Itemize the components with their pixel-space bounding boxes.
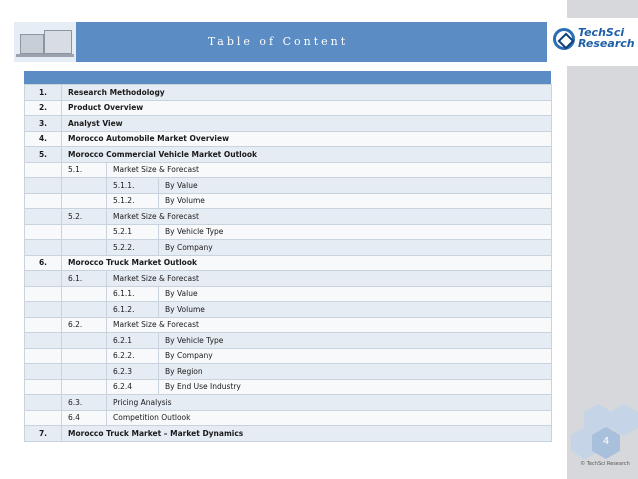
toc-title: Morocco Truck Market – Market Dynamics bbox=[62, 426, 552, 442]
toc-indent-cell bbox=[25, 162, 62, 178]
toc-number: 6.3. bbox=[62, 395, 107, 411]
toc-number: 5.2. bbox=[62, 209, 107, 225]
toc-indent-cell bbox=[25, 348, 62, 364]
toc-indent-cell bbox=[62, 193, 107, 209]
toc-row bbox=[25, 302, 552, 318]
toc-number: 6.2.2. bbox=[107, 348, 159, 364]
toc-title: Market Size & Forecast bbox=[107, 317, 552, 333]
toc-title: Market Size & Forecast bbox=[107, 162, 552, 178]
toc-row bbox=[25, 379, 552, 395]
toc-row bbox=[25, 224, 552, 240]
toc-indent-cell bbox=[25, 364, 62, 380]
toc-number: 5.1.1. bbox=[107, 178, 159, 194]
toc-row bbox=[25, 147, 552, 163]
toc-row bbox=[25, 193, 552, 209]
toc-indent-cell bbox=[25, 193, 62, 209]
toc-row bbox=[25, 364, 552, 380]
toc-title: Competition Outlook bbox=[107, 410, 552, 426]
toc-row bbox=[25, 255, 552, 271]
toc-indent-cell bbox=[62, 348, 107, 364]
toc-indent-cell bbox=[62, 240, 107, 256]
toc-number: 6.2.3 bbox=[107, 364, 159, 380]
toc-title: Morocco Truck Market Outlook bbox=[62, 255, 552, 271]
toc-title: By Value bbox=[159, 178, 552, 194]
toc-number: 5.2.2. bbox=[107, 240, 159, 256]
toc-number: 5.1.2. bbox=[107, 193, 159, 209]
truck-thumbnail-image bbox=[14, 22, 76, 62]
toc-title: Market Size & Forecast bbox=[107, 209, 552, 225]
toc-number: 3. bbox=[25, 116, 62, 132]
toc-indent-cell bbox=[62, 286, 107, 302]
toc-number: 6.1.1. bbox=[107, 286, 159, 302]
toc-title: Research Methodology bbox=[62, 85, 552, 101]
toc-indent-cell bbox=[25, 286, 62, 302]
toc-row bbox=[25, 209, 552, 225]
toc-indent-cell bbox=[25, 240, 62, 256]
toc-title: By Volume bbox=[159, 302, 552, 318]
toc-row bbox=[25, 426, 552, 442]
techsci-logo-icon bbox=[553, 28, 575, 50]
toc-title: By Value bbox=[159, 286, 552, 302]
table-of-contents bbox=[24, 84, 552, 442]
toc-row bbox=[25, 395, 552, 411]
toc-number: 6. bbox=[25, 255, 62, 271]
toc-number: 6.4 bbox=[62, 410, 107, 426]
toc-number: 6.2. bbox=[62, 317, 107, 333]
toc-indent-cell bbox=[25, 224, 62, 240]
toc-indent-cell bbox=[62, 224, 107, 240]
toc-title: Morocco Commercial Vehicle Market Outlook bbox=[62, 147, 552, 163]
toc-title: Product Overview bbox=[62, 100, 552, 116]
toc-number: 6.2.1 bbox=[107, 333, 159, 349]
toc-row bbox=[25, 131, 552, 147]
toc-row bbox=[25, 286, 552, 302]
toc-indent-cell bbox=[62, 178, 107, 194]
toc-number: 5.1. bbox=[62, 162, 107, 178]
truck-shape bbox=[20, 34, 44, 54]
toc-indent-cell bbox=[25, 302, 62, 318]
toc-row bbox=[25, 271, 552, 287]
toc-indent-cell bbox=[25, 395, 62, 411]
toc-number: 4. bbox=[25, 131, 62, 147]
logo-line-2: Research bbox=[578, 37, 635, 50]
toc-number: 2. bbox=[25, 100, 62, 116]
toc-title: By Vehicle Type bbox=[159, 224, 552, 240]
toc-row bbox=[25, 162, 552, 178]
toc-indent-cell bbox=[62, 333, 107, 349]
toc-number: 6.2.4 bbox=[107, 379, 159, 395]
toc-row bbox=[25, 333, 552, 349]
toc-indent-cell bbox=[25, 271, 62, 287]
toc-indent-cell bbox=[62, 364, 107, 380]
toc-indent-cell bbox=[25, 333, 62, 349]
page-number: 4 bbox=[602, 436, 610, 447]
bus-shape bbox=[44, 30, 72, 54]
toc-row bbox=[25, 100, 552, 116]
copyright-text: © TechSci Research bbox=[580, 461, 630, 467]
logo-line-1: TechSci bbox=[578, 26, 625, 39]
toc-number: 1. bbox=[25, 85, 62, 101]
toc-indent-cell bbox=[25, 379, 62, 395]
toc-number: 5. bbox=[25, 147, 62, 163]
toc-row bbox=[25, 116, 552, 132]
road-shape bbox=[16, 54, 74, 57]
toc-title: By Volume bbox=[159, 193, 552, 209]
toc-indent-cell bbox=[25, 317, 62, 333]
toc-title: By End Use Industry bbox=[159, 379, 552, 395]
page-title: Table of Content bbox=[207, 35, 349, 48]
toc-row bbox=[25, 348, 552, 364]
toc-title: Pricing Analysis bbox=[107, 395, 552, 411]
toc-title: Market Size & Forecast bbox=[107, 271, 552, 287]
table-header-band bbox=[24, 71, 551, 84]
toc-indent-cell bbox=[25, 178, 62, 194]
toc-indent-cell bbox=[62, 379, 107, 395]
toc-title: Analyst View bbox=[62, 116, 552, 132]
toc-row bbox=[25, 85, 552, 101]
toc-number: 7. bbox=[25, 426, 62, 442]
toc-indent-cell bbox=[62, 302, 107, 318]
toc-row bbox=[25, 178, 552, 194]
toc-number: 6.1. bbox=[62, 271, 107, 287]
toc-indent-cell bbox=[25, 209, 62, 225]
toc-title: By Vehicle Type bbox=[159, 333, 552, 349]
toc-title: Morocco Automobile Market Overview bbox=[62, 131, 552, 147]
toc-row bbox=[25, 240, 552, 256]
toc-number: 5.2.1 bbox=[107, 224, 159, 240]
toc-title: By Company bbox=[159, 240, 552, 256]
toc-number: 6.1.2. bbox=[107, 302, 159, 318]
toc-row bbox=[25, 410, 552, 426]
toc-title: By Company bbox=[159, 348, 552, 364]
toc-row bbox=[25, 317, 552, 333]
toc-indent-cell bbox=[25, 410, 62, 426]
techsci-logo-text bbox=[578, 27, 636, 49]
toc-title: By Region bbox=[159, 364, 552, 380]
